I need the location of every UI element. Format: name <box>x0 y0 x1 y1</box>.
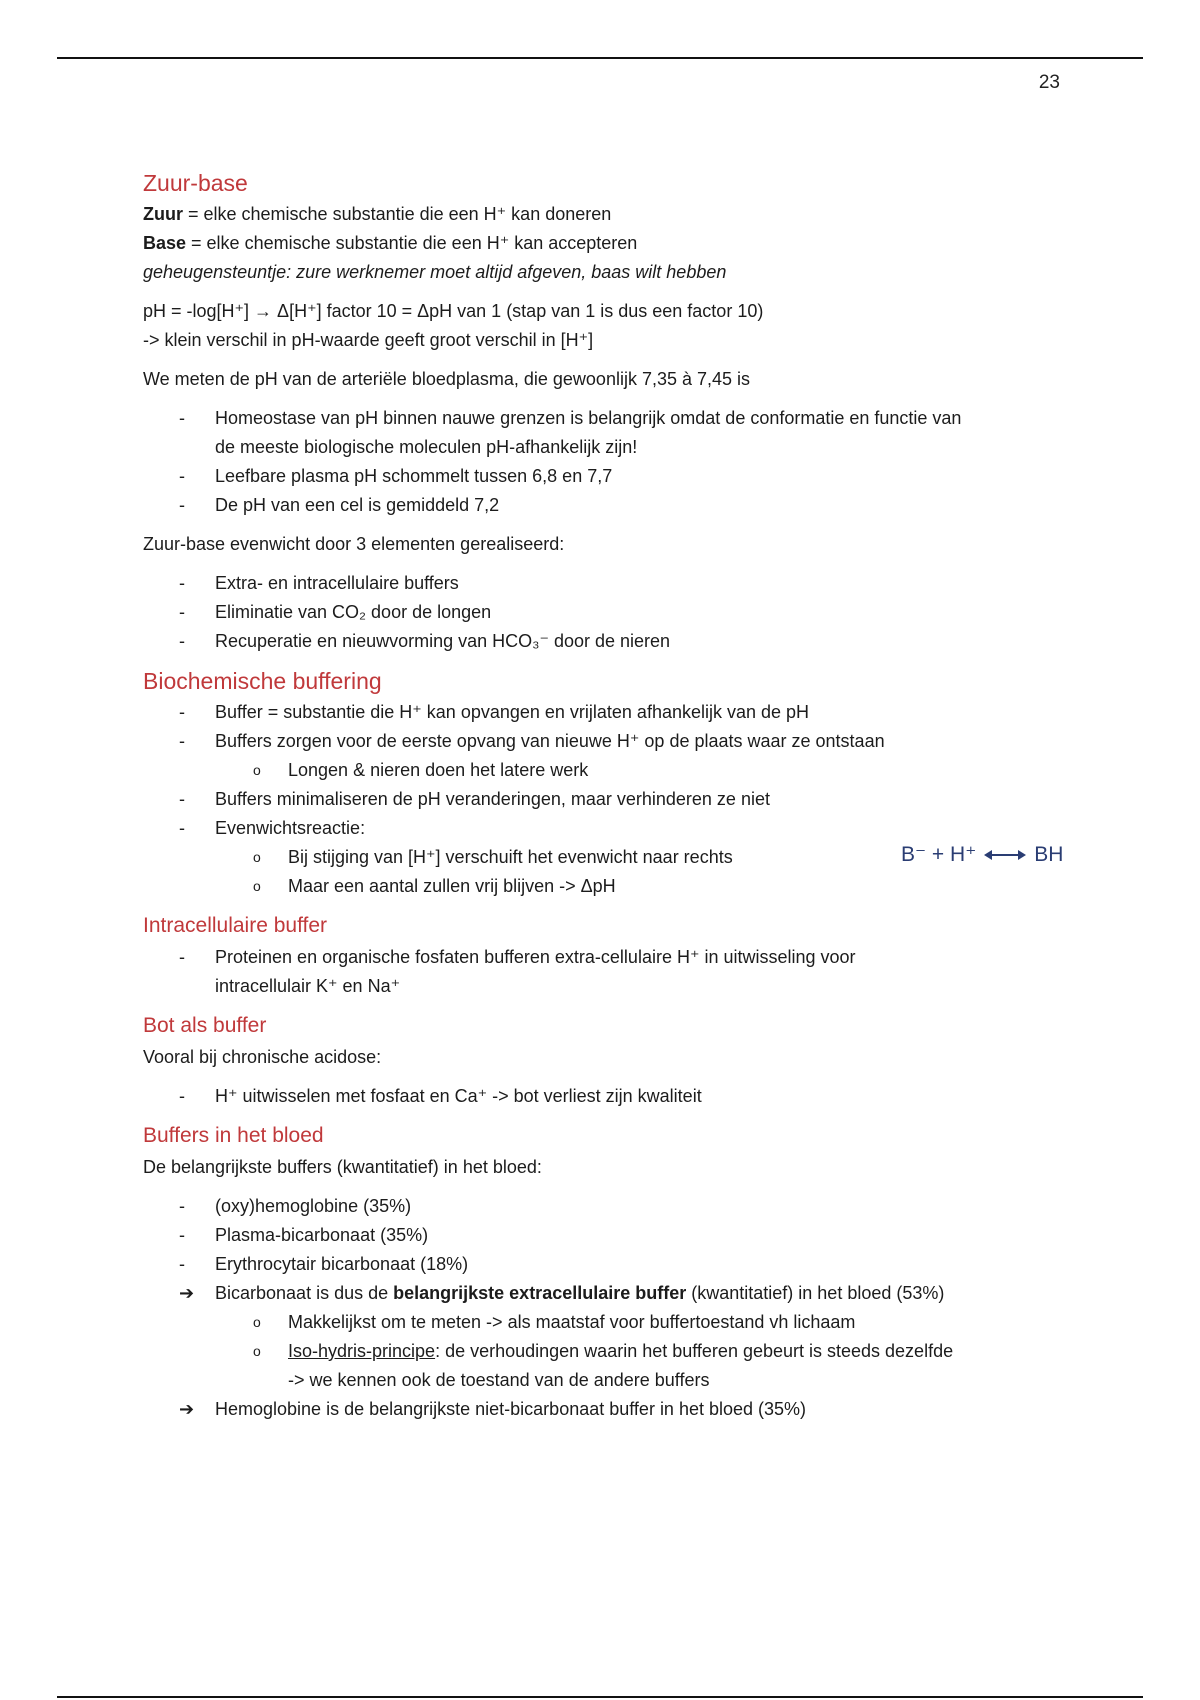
arrow-right-icon: ➔ <box>179 1399 195 1419</box>
heading-buffers-in-het-bloed: Buffers in het bloed <box>143 1124 324 1147</box>
bone-bullets <box>143 1082 1103 1111</box>
blood-intro: De belangrijkste buffers (kwantitatief) in het bloed: <box>143 1157 542 1177</box>
balance-intro: Zuur-base evenwicht door 3 elementen gerealiseerd: <box>143 534 565 554</box>
list-item: o Iso-hydris-principe: de verhoudingen waarin het bufferen gebeurt is steeds dezelfde -> we kennen ook de toestand van de andere buffers <box>253 1341 954 1390</box>
heading-biochemische-buffering: Biochemische buffering <box>143 668 382 694</box>
term-base: Base <box>143 233 187 253</box>
list-item: o Maar een aantal zullen vrij blijven -> ΔpH <box>253 876 616 896</box>
list-item: - Erythrocytair bicarbonaat (18%) <box>179 1254 469 1274</box>
balance-elements <box>143 569 1103 656</box>
heading-intracellulaire-buffer: Intracellulaire buffer <box>143 914 328 937</box>
bone-intro: Vooral bij chronische acidose: <box>143 1047 382 1067</box>
list-item: o Makkelijkst om te meten -> als maatstaf voor buffertoestand vh lichaam <box>253 1312 856 1332</box>
definition-base <box>143 229 1103 258</box>
blood-buffer-list <box>143 1192 1103 1279</box>
equilibrium-arrow-icon <box>986 854 1024 856</box>
document-body <box>143 168 1103 1424</box>
header-rule <box>57 57 1143 59</box>
ph-measure: We meten de pH van de arteriële bloedplasma, die gewoonlijk 7,35 à 7,45 is <box>143 369 751 389</box>
equilibrium-row <box>143 843 1103 901</box>
list-item: - Evenwichtsreactie: <box>179 818 366 838</box>
blood-conclusion-sub-list <box>143 1308 1103 1395</box>
ph-bullets <box>143 404 1103 520</box>
heading-zuur-base: Zuur-base <box>143 170 248 196</box>
list-item: - H⁺ uitwisselen met fosfaat en Ca⁺ -> bot verliest zijn kwaliteit <box>179 1086 702 1106</box>
list-item: - Recuperatie en nieuwvorming van HCO₃⁻ door de nieren <box>179 631 671 651</box>
biochem-bullets-2 <box>143 785 1103 843</box>
list-item: ➔ Bicarbonaat is dus de belangrijkste extracellulaire buffer (kwantitatief) in het bloed (53%) <box>143 1279 1103 1308</box>
list-item: - Leefbare plasma pH schommelt tussen 6,8 en 7,7 <box>179 466 613 486</box>
list-item: - Proteinen en organische fosfaten bufferen extra-cellulaire H⁺ in uitwisseling voor intracellulair K⁺ en Na⁺ <box>179 947 856 996</box>
blood-conclusion-2 <box>143 1395 1103 1424</box>
arrow-right-icon: ➔ <box>179 1283 195 1303</box>
list-item: o Bij stijging van [H⁺] verschuift het evenwicht naar rechts <box>253 847 733 867</box>
definition-zuur <box>143 200 1103 229</box>
page-number: 23 <box>1038 72 1060 93</box>
iso-hydris-term: Iso-hydris-principe <box>288 1341 436 1361</box>
list-item: o Longen & nieren doen het latere werk <box>253 760 589 780</box>
list-item: ➔ Hemoglobine is de belangrijkste niet-bicarbonaat buffer in het bloed (35%) <box>143 1395 1103 1424</box>
ph-note: -> klein verschil in pH-waarde geeft groot verschil in [H⁺] <box>143 330 594 350</box>
footer-rule <box>57 1696 1143 1698</box>
biochem-bullets <box>143 698 1103 756</box>
biochem-sub-list <box>143 756 1103 785</box>
ph-formula: pH = -log[H⁺] → Δ[H⁺] factor 10 = ΔpH van 1 (stap van 1 is dus een factor 10) <box>143 301 764 321</box>
list-item: - Extra- en intracellulaire buffers <box>179 573 459 593</box>
list-item: - Buffers zorgen voor de eerste opvang van nieuwe H⁺ op de plaats waar ze ontstaan <box>179 731 885 751</box>
list-item: - De pH van een cel is gemiddeld 7,2 <box>179 495 500 515</box>
intracellular-bullets <box>143 943 1103 1001</box>
equation-left: B⁻ + H⁺ <box>901 843 977 866</box>
def-zuur: = elke chemische substantie die een H⁺ kan doneren <box>183 204 612 224</box>
list-item: - Eliminatie van CO₂ door de longen <box>179 602 492 622</box>
list-item: - (oxy)hemoglobine (35%) <box>179 1196 412 1216</box>
list-item: - Buffers minimaliseren de pH veranderingen, maar verhinderen ze niet <box>179 789 770 809</box>
equilibrium-equation <box>901 842 1063 867</box>
mnemonic: geheugensteuntje: zure werknemer moet altijd afgeven, baas wilt hebben <box>143 262 727 282</box>
blood-conclusion-1 <box>143 1279 1103 1308</box>
heading-bot-als-buffer: Bot als buffer <box>143 1014 267 1037</box>
equation-right: BH <box>1034 843 1064 866</box>
list-item: - Homeostase van pH binnen nauwe grenzen is belangrijk omdat de conformatie en functie van de meeste biologische moleculen pH-afhankelijk zijn! <box>179 408 962 457</box>
list-item: - Buffer = substantie die H⁺ kan opvangen en vrijlaten afhankelijk van de pH <box>179 702 810 722</box>
term-zuur: Zuur <box>143 204 183 224</box>
list-item: - Plasma-bicarbonaat (35%) <box>179 1225 429 1245</box>
def-base: = elke chemische substantie die een H⁺ kan accepteren <box>186 233 638 253</box>
